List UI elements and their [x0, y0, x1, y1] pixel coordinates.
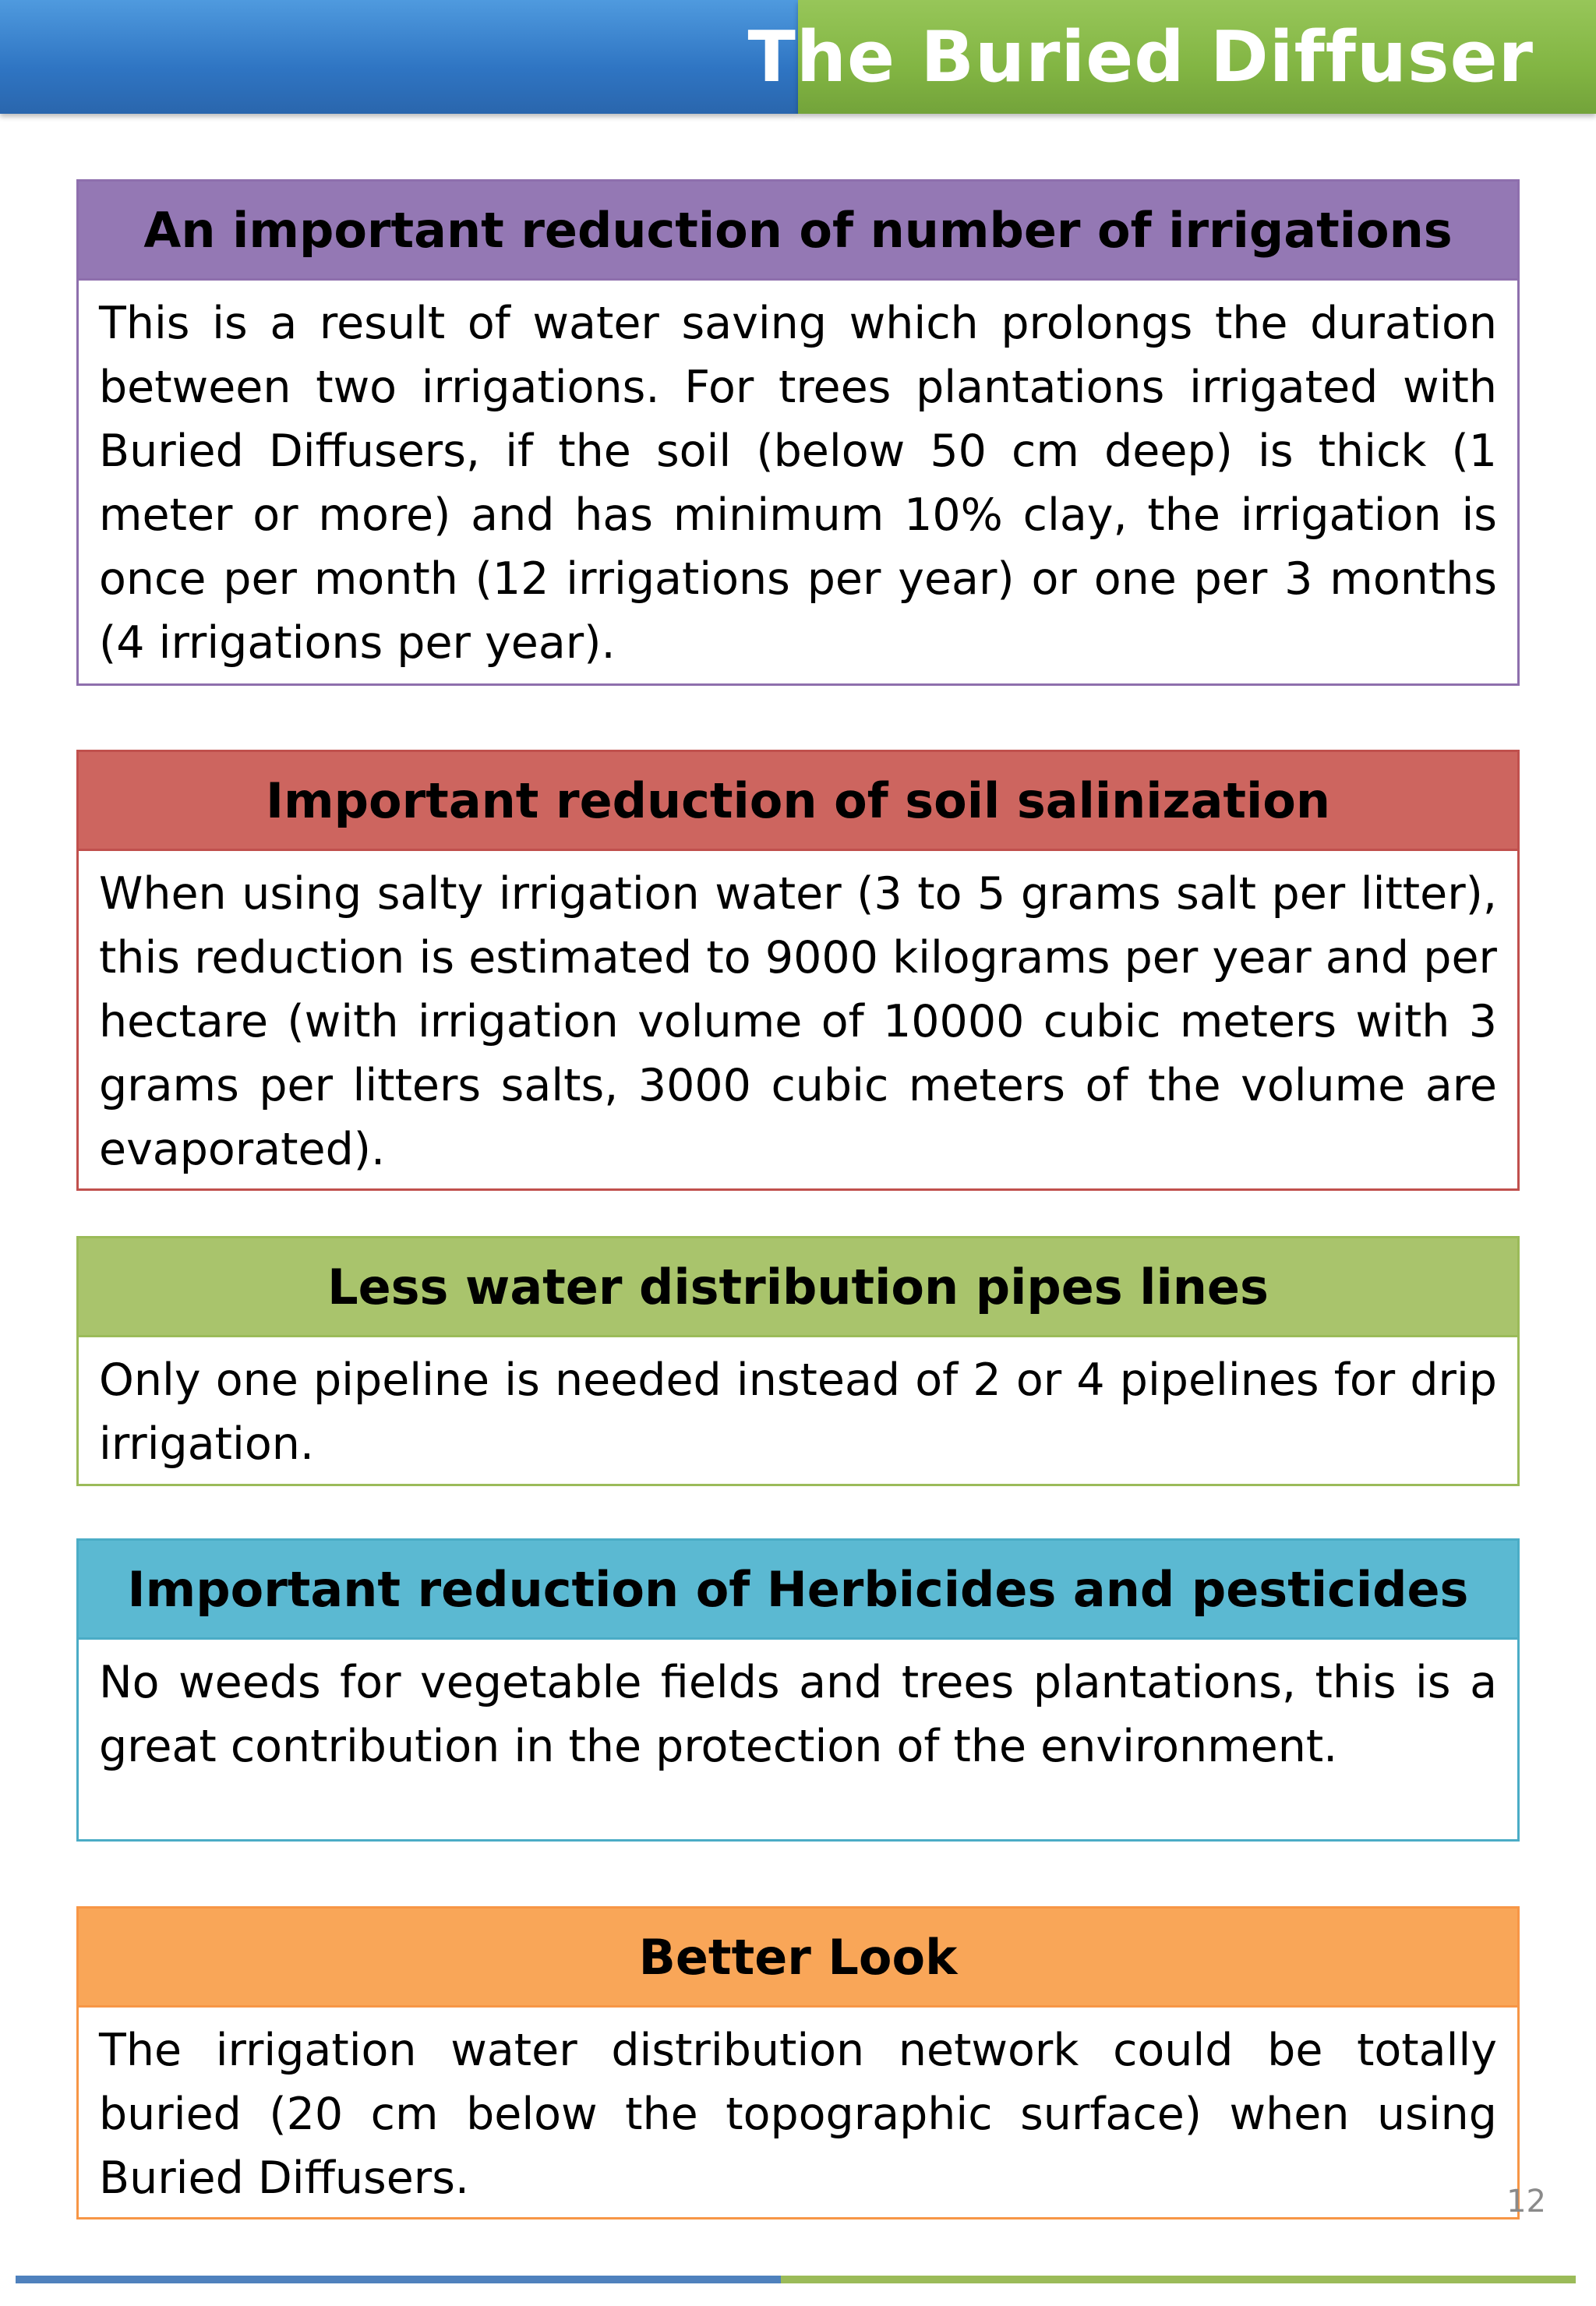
- header-band-right: [747, 0, 1596, 114]
- section-better-look: [76, 1906, 1520, 2219]
- page-title: The Buried Diffuser: [747, 16, 1534, 98]
- section-title: Important reduction of Herbicides and pesticides: [127, 1560, 1469, 1618]
- section-pipelines: [76, 1236, 1520, 1486]
- section-irrigation-reduction: [76, 179, 1520, 686]
- section-header: [79, 182, 1517, 281]
- footer-rule-left: [16, 2276, 781, 2283]
- section-header: [79, 1238, 1517, 1337]
- section-body: The irrigation water distribution network could be totally buried (20 cm below the topographic surface) when using Buried Diffusers.: [99, 2025, 1497, 2204]
- section-body: Only one pipeline is needed instead of 2 or 4 pipelines for drip irrigation.: [99, 1354, 1497, 1470]
- section-body: No weeds for vegetable fields and trees plantations, this is a great contribution in the protection of the environment.: [99, 1657, 1497, 1772]
- section-soil-salinization: [76, 750, 1520, 1191]
- header-band-left: [0, 0, 798, 114]
- section-header: [79, 752, 1517, 851]
- section-title: Important reduction of soil salinization: [265, 772, 1331, 829]
- section-body: This is a result of water saving which prolongs the duration between two irrigations. For trees plantations irrigated with Buried Diffusers, if the soil (below 50 cm deep) is thick (1 meter or more) and has minimum 10% clay, the irrigation is once per month (12 irrigations per year) or one per 3 months (4 irrigations per year).: [99, 298, 1497, 669]
- section-herbicides: [76, 1538, 1520, 1842]
- footer-rule-right: [781, 2276, 1576, 2283]
- section-title: Less water distribution pipes lines: [327, 1258, 1269, 1315]
- page-number: 12: [1506, 2184, 1546, 2219]
- section-title: Better Look: [638, 1928, 958, 1986]
- section-header: [79, 1909, 1517, 2008]
- section-title: An important reduction of number of irrigations: [143, 201, 1453, 259]
- section-body: When using salty irrigation water (3 to 5 grams salt per litter), this reduction is estimated to 9000 kilograms per year and per hectare (with irrigation volume of 10000 cubic meters with 3 grams per litters salts, 3000 cubic meters of the volume are evaporated).: [99, 868, 1497, 1175]
- section-header: [79, 1541, 1517, 1640]
